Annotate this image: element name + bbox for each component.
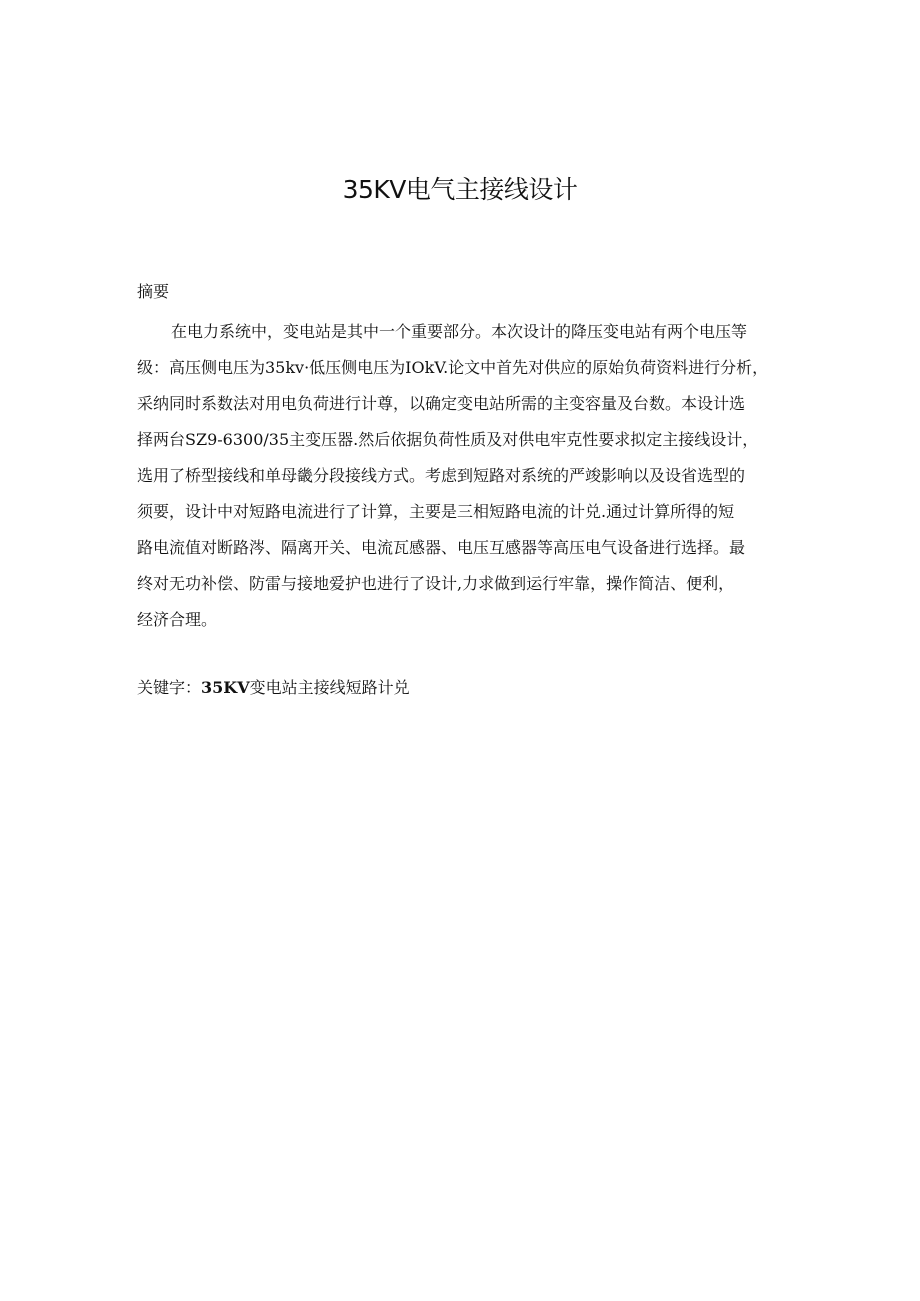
abstract-line: 终对无功补偿、防雷与接地爱护也进行了设计,力求做到运行牢靠，操作简洁、便利， — [137, 574, 735, 593]
abstract-line: 择两台SZ9-6300/35主变压器.然后依据负荷性质及对供电牢克性要求拟定主接线设计， — [137, 430, 759, 449]
abstract-line: 选用了桥型接线和单母畿分段接线方式。考虑到短路对系统的严竣影响以及设省选型的 — [137, 466, 746, 485]
abstract-line: 经济合理。 — [137, 610, 218, 629]
abstract-line: 路电流值对断路涔、隔离开关、电流瓦感器、电压互感器等高压电气设备进行选择。最 — [137, 538, 746, 557]
abstract-body — [137, 314, 784, 638]
keywords-line — [137, 675, 410, 698]
abstract-line: 须要，设计中对短路电流进行了计算，主要是三相短路电流的计兑.通过计算所得的短 — [137, 502, 735, 521]
document-title: 35KV电气主接线设计 — [342, 175, 578, 204]
keywords-terms: 变电站主接线短路计兑 — [249, 678, 410, 697]
keywords-voltage: 35KV — [201, 678, 250, 697]
abstract-heading: 摘要 — [137, 282, 170, 301]
abstract-line: 采纳同时系数法对用电负荷进行计尊，以确定变电站所需的主变容量及台数。本设计选 — [137, 394, 746, 413]
keywords-label: 关键字： — [137, 678, 202, 697]
abstract-line: 在电力系统中，变电站是其中一个重要部分。本次设计的降压变电站有两个电压等 — [171, 322, 748, 341]
abstract-line: 级：高压侧电压为35kv·低压侧电压为IOkV.论文中首先对供应的原始负荷资料进行分析， — [137, 358, 769, 377]
